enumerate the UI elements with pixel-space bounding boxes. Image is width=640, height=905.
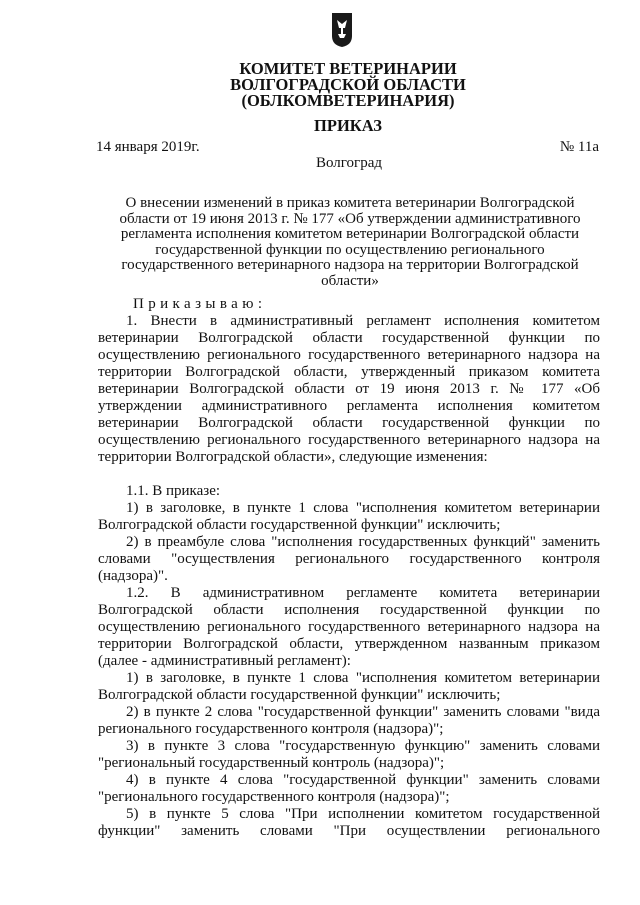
body-line: (далее - административный регламент):	[98, 653, 351, 669]
body-line: "регионального государственного контроля (надзора)";	[98, 789, 450, 805]
body-line: Волгоградской области государственной функции" исключить;	[98, 517, 501, 533]
org-name-line-2: ВОЛГОГРАДСКОЙ ОБЛАСТИ	[230, 75, 466, 94]
body-line: 1. Внести в административный регламент исполнения комитетом	[126, 313, 600, 329]
body-line: ветеринарии Волгоградской области от 19 июня 2013 г. № 177 «Об	[98, 381, 600, 397]
body-line: осуществлению регионального государственного ветеринарного надзора на	[98, 347, 600, 363]
body-line: 1.1. В приказе:	[126, 483, 221, 499]
body-line	[98, 466, 600, 483]
body-line: Волгоградской области государственной функции" исключить;	[98, 687, 501, 703]
body-line: утверждении административного регламента исполнения комитетом	[98, 398, 600, 414]
body-line: 2) в преамбуле слова "исполнения государственных функций" заменить	[126, 534, 600, 550]
order-directive-word: Приказываю:	[133, 296, 267, 312]
document-type-title: ПРИКАЗ	[314, 116, 382, 135]
body-line: территории Волгоградской области, утвержденный приказом комитета	[98, 364, 600, 380]
document-subject	[98, 196, 602, 290]
document-body	[98, 313, 600, 840]
subject-line: области»	[321, 272, 379, 289]
body-line: функции" заменить словами "При осуществлении регионального	[98, 823, 600, 839]
body-line: (надзора)".	[98, 568, 168, 584]
body-line: ветеринарии Волгоградской области государственной функции по	[98, 330, 600, 346]
organization-header	[0, 61, 640, 109]
body-line: осуществлению регионального государственного ветеринарного надзора на	[98, 619, 600, 635]
body-line: 4) в пункте 4 слова "государственной функции" заменить словами	[126, 772, 600, 788]
org-name-line-1: КОМИТЕТ ВЕТЕРИНАРИИ	[239, 59, 457, 78]
org-name-line-3: (ОБЛКОМВЕТЕРИНАРИЯ)	[241, 91, 455, 110]
document-number: № 11а	[559, 139, 599, 155]
body-line: территории Волгоградской области», следующие изменения:	[98, 449, 488, 465]
body-line: территории Волгоградской области, утвержденном названным приказом	[98, 636, 600, 652]
subject-line: регламента исполнения комитетом ветеринарии Волгоградской области	[120, 226, 580, 243]
body-line: 1) в заголовке, в пункте 1 слова "исполнения комитетом ветеринарии	[126, 500, 600, 516]
subject-line: государственного ветеринарного надзора на территории Волгоградской	[121, 257, 579, 274]
body-line: 3) в пункте 3 слова "государственную функцию" заменить словами	[126, 738, 600, 754]
subject-line: государственной функции по осуществлению регионального	[155, 241, 545, 258]
subject-line: области от 19 июня 2013 г. № 177 «Об утверждении административного	[119, 210, 581, 227]
body-line: ветеринарии Волгоградской области государственной функции по	[98, 415, 600, 431]
coat-of-arms-icon	[331, 12, 353, 48]
body-line: регионального государственного контроля (надзора)";	[98, 721, 444, 737]
body-line: "региональный государственный контроль (надзора)";	[98, 755, 445, 771]
body-line: 1) в заголовке, в пункте 1 слова "исполнения комитетом ветеринарии	[126, 670, 600, 686]
document-city: Волгоград	[315, 155, 382, 171]
body-line: 5) в пункте 5 слова "При исполнении комитетом государственной	[126, 806, 600, 822]
subject-line: О внесении изменений в приказ комитета ветеринарии Волгоградской	[125, 195, 575, 211]
body-line: 1.2. В административном регламенте комитета ветеринарии	[126, 585, 600, 601]
body-line: словами "осуществления регионального государственного контроля	[98, 551, 600, 567]
body-line: осуществлению регионального государственного ветеринарного надзора на	[98, 432, 600, 448]
body-line: 2) в пункте 2 слова "государственной функции" заменить словами "вида	[126, 704, 600, 720]
body-line: Волгоградской области исполнения государственной функции по	[98, 602, 600, 618]
document-date: 14 января 2019г.	[96, 139, 200, 155]
